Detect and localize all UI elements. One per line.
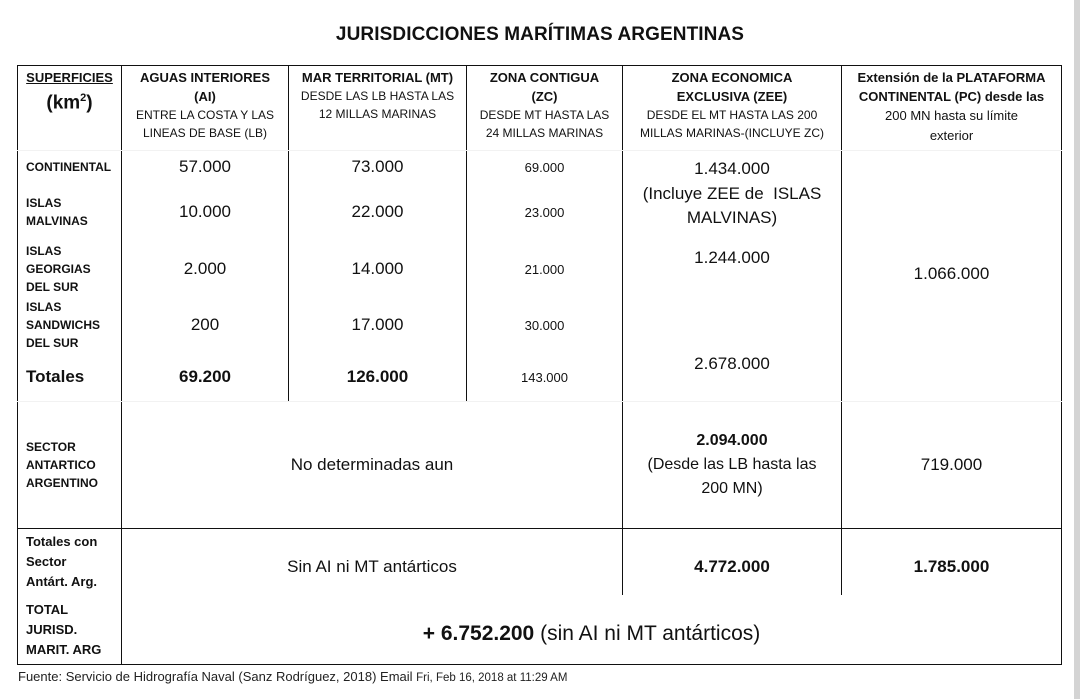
col-title: ZONA CONTIGUA xyxy=(489,70,600,85)
row-label-line: ISLAS xyxy=(26,196,62,210)
row-label-line: MARIT. ARG xyxy=(26,642,102,657)
cell-ai-sandwich: 200 xyxy=(190,315,220,334)
superficies-label: SUPERFICIES xyxy=(26,70,113,85)
cell-zc-continental: 69.000 xyxy=(524,159,565,175)
col-desc: ENTRE LA COSTA Y LAS xyxy=(135,108,275,122)
col-desc: MILLAS MARINAS-(INCLUYE ZC) xyxy=(639,126,825,140)
row-label-totales-con-sector xyxy=(26,529,97,595)
cell-mt-sandwich: 17.000 xyxy=(351,315,404,334)
table-border-right xyxy=(1061,65,1062,665)
col-desc: 12 MILLAS MARINAS xyxy=(318,107,437,121)
total-jurisd-note: (sin AI ni MT antárticos) xyxy=(534,622,761,645)
cell-ai-georgias: 2.000 xyxy=(183,259,227,278)
cell-mt-totales: 126.000 xyxy=(346,367,409,386)
row-label-line: CONTINENTAL xyxy=(26,160,112,174)
cell-zee-total: 2.678.000 xyxy=(694,354,770,373)
col-desc: DESDE EL MT HASTA LAS 200 xyxy=(646,108,818,122)
total-jurisd-value: + 6.752.200 xyxy=(422,622,535,645)
row-label-line: ISLAS xyxy=(26,244,62,258)
cell-zee-continental-note xyxy=(623,181,841,231)
col-title: AGUAS INTERIORES xyxy=(139,70,270,85)
row-label-line: MALVINAS xyxy=(26,214,88,228)
cell-antartico-pc: 719.000 xyxy=(920,455,983,474)
cell-total-jurisd xyxy=(122,605,1061,663)
cell-mt-continental: 73.000 xyxy=(351,157,404,176)
cell-zc-georgias: 21.000 xyxy=(524,261,565,277)
row-label-line: DEL SUR xyxy=(26,280,79,294)
scrollbar-strip xyxy=(1074,0,1080,699)
row-label-line: Antárt. Arg. xyxy=(26,574,98,589)
row-label-sandwich xyxy=(26,297,100,353)
unit-sup: 2 xyxy=(80,92,87,104)
table-border-left xyxy=(17,65,18,665)
row-label-totales xyxy=(26,353,84,401)
cell-mt-malvinas: 22.000 xyxy=(351,202,404,221)
row-label-total-jurisd xyxy=(26,597,101,663)
row-label-line: JURISD. xyxy=(26,622,78,637)
header-plataforma xyxy=(842,66,1061,152)
unit-label xyxy=(46,87,92,114)
cell-totales-con-pc: 1.785.000 xyxy=(913,557,990,576)
col-desc: 24 MILLAS MARINAS xyxy=(485,126,604,140)
col-abbr: (AI) xyxy=(194,89,216,104)
col-desc: exterior xyxy=(929,128,974,143)
col-title: Extensión de la PLATAFORMA xyxy=(857,70,1046,85)
unit-base: (km xyxy=(46,92,81,114)
zee-note-line: MALVINAS) xyxy=(686,208,778,227)
row-label-line: Totales xyxy=(26,367,85,386)
col-abbr: EXCLUSIVA (ZEE) xyxy=(676,89,788,104)
footer-source: Fuente: Servicio de Hidrografía Naval (Sanz Rodríguez, 2018) Email xyxy=(18,669,417,684)
cell-pc-total: 1.066.000 xyxy=(913,264,990,283)
col-title: ZONA ECONOMICA xyxy=(671,70,793,85)
cell-ai-totales: 69.200 xyxy=(179,367,231,386)
source-footer xyxy=(18,669,567,684)
row-label-line: GEORGIAS xyxy=(26,262,91,276)
table-border-bottom xyxy=(17,664,1062,665)
header-superficies xyxy=(18,66,121,152)
row-label-georgias xyxy=(26,241,91,297)
row-label-line: DEL SUR xyxy=(26,336,79,350)
header-zona-contigua xyxy=(467,66,622,152)
antartico-zee-note: (Desde las LB hasta las xyxy=(647,456,817,473)
page-title: JURISDICCIONES MARÍTIMAS ARGENTINAS xyxy=(335,24,745,45)
footer-timestamp: Fri, Feb 16, 2018 at 11:29 AM xyxy=(416,672,568,684)
cell-zc-malvinas: 23.000 xyxy=(524,204,565,220)
col-abbr: CONTINENTAL (PC) desde las xyxy=(858,89,1045,104)
cell-zee-continental: 1.434.000 xyxy=(694,159,770,178)
cell-ai-continental: 57.000 xyxy=(179,157,231,176)
row-label-continental xyxy=(26,151,111,183)
cell-antartico-ai-mt-zc: No determinadas aun xyxy=(290,455,454,474)
cell-ai-malvinas: 10.000 xyxy=(179,202,231,221)
col-desc: DESDE LAS LB HASTA LAS xyxy=(300,89,455,103)
col-title: MAR TERRITORIAL (MT) xyxy=(301,70,454,85)
cell-antartico-zee xyxy=(623,402,841,528)
zee-note-line: (Incluye ZEE de ISLAS xyxy=(642,184,822,203)
row-label-line: ANTARTICO xyxy=(26,458,96,472)
header-mar-territorial xyxy=(289,66,466,152)
antartico-zee-value: 2.094.000 xyxy=(696,432,768,449)
col-desc: LINEAS DE BASE (LB) xyxy=(142,126,268,140)
row-label-line: TOTAL xyxy=(26,602,69,617)
col-desc: 200 MN hasta su límite xyxy=(885,108,1018,123)
unit-end: ) xyxy=(86,92,93,114)
row-label-line: ARGENTINO xyxy=(26,476,98,490)
row-label-line: SECTOR xyxy=(26,440,76,454)
row-label-antartico xyxy=(26,402,98,528)
cell-zc-sandwich: 30.000 xyxy=(524,317,565,333)
row-label-line: Sector xyxy=(26,554,67,569)
row-label-line: SANDWICHS xyxy=(26,318,100,332)
row-label-malvinas xyxy=(26,183,88,241)
cell-zee-georgias-sandwich: 1.244.000 xyxy=(694,248,770,267)
header-aguas-interiores xyxy=(122,66,288,152)
cell-totales-con-ai-mt-zc: Sin AI ni MT antárticos xyxy=(287,557,457,576)
antartico-zee-note: 200 MN) xyxy=(701,480,763,497)
row-label-line: ISLAS xyxy=(26,300,62,314)
row-label-line: Totales con xyxy=(26,534,98,549)
cell-mt-georgias: 14.000 xyxy=(351,259,404,278)
cell-totales-con-zee: 4.772.000 xyxy=(694,557,770,576)
cell-zc-totales: 143.000 xyxy=(521,369,568,385)
header-zee xyxy=(623,66,841,152)
col-desc: DESDE MT HASTA LAS xyxy=(479,108,610,122)
col-abbr: (ZC) xyxy=(531,89,558,104)
